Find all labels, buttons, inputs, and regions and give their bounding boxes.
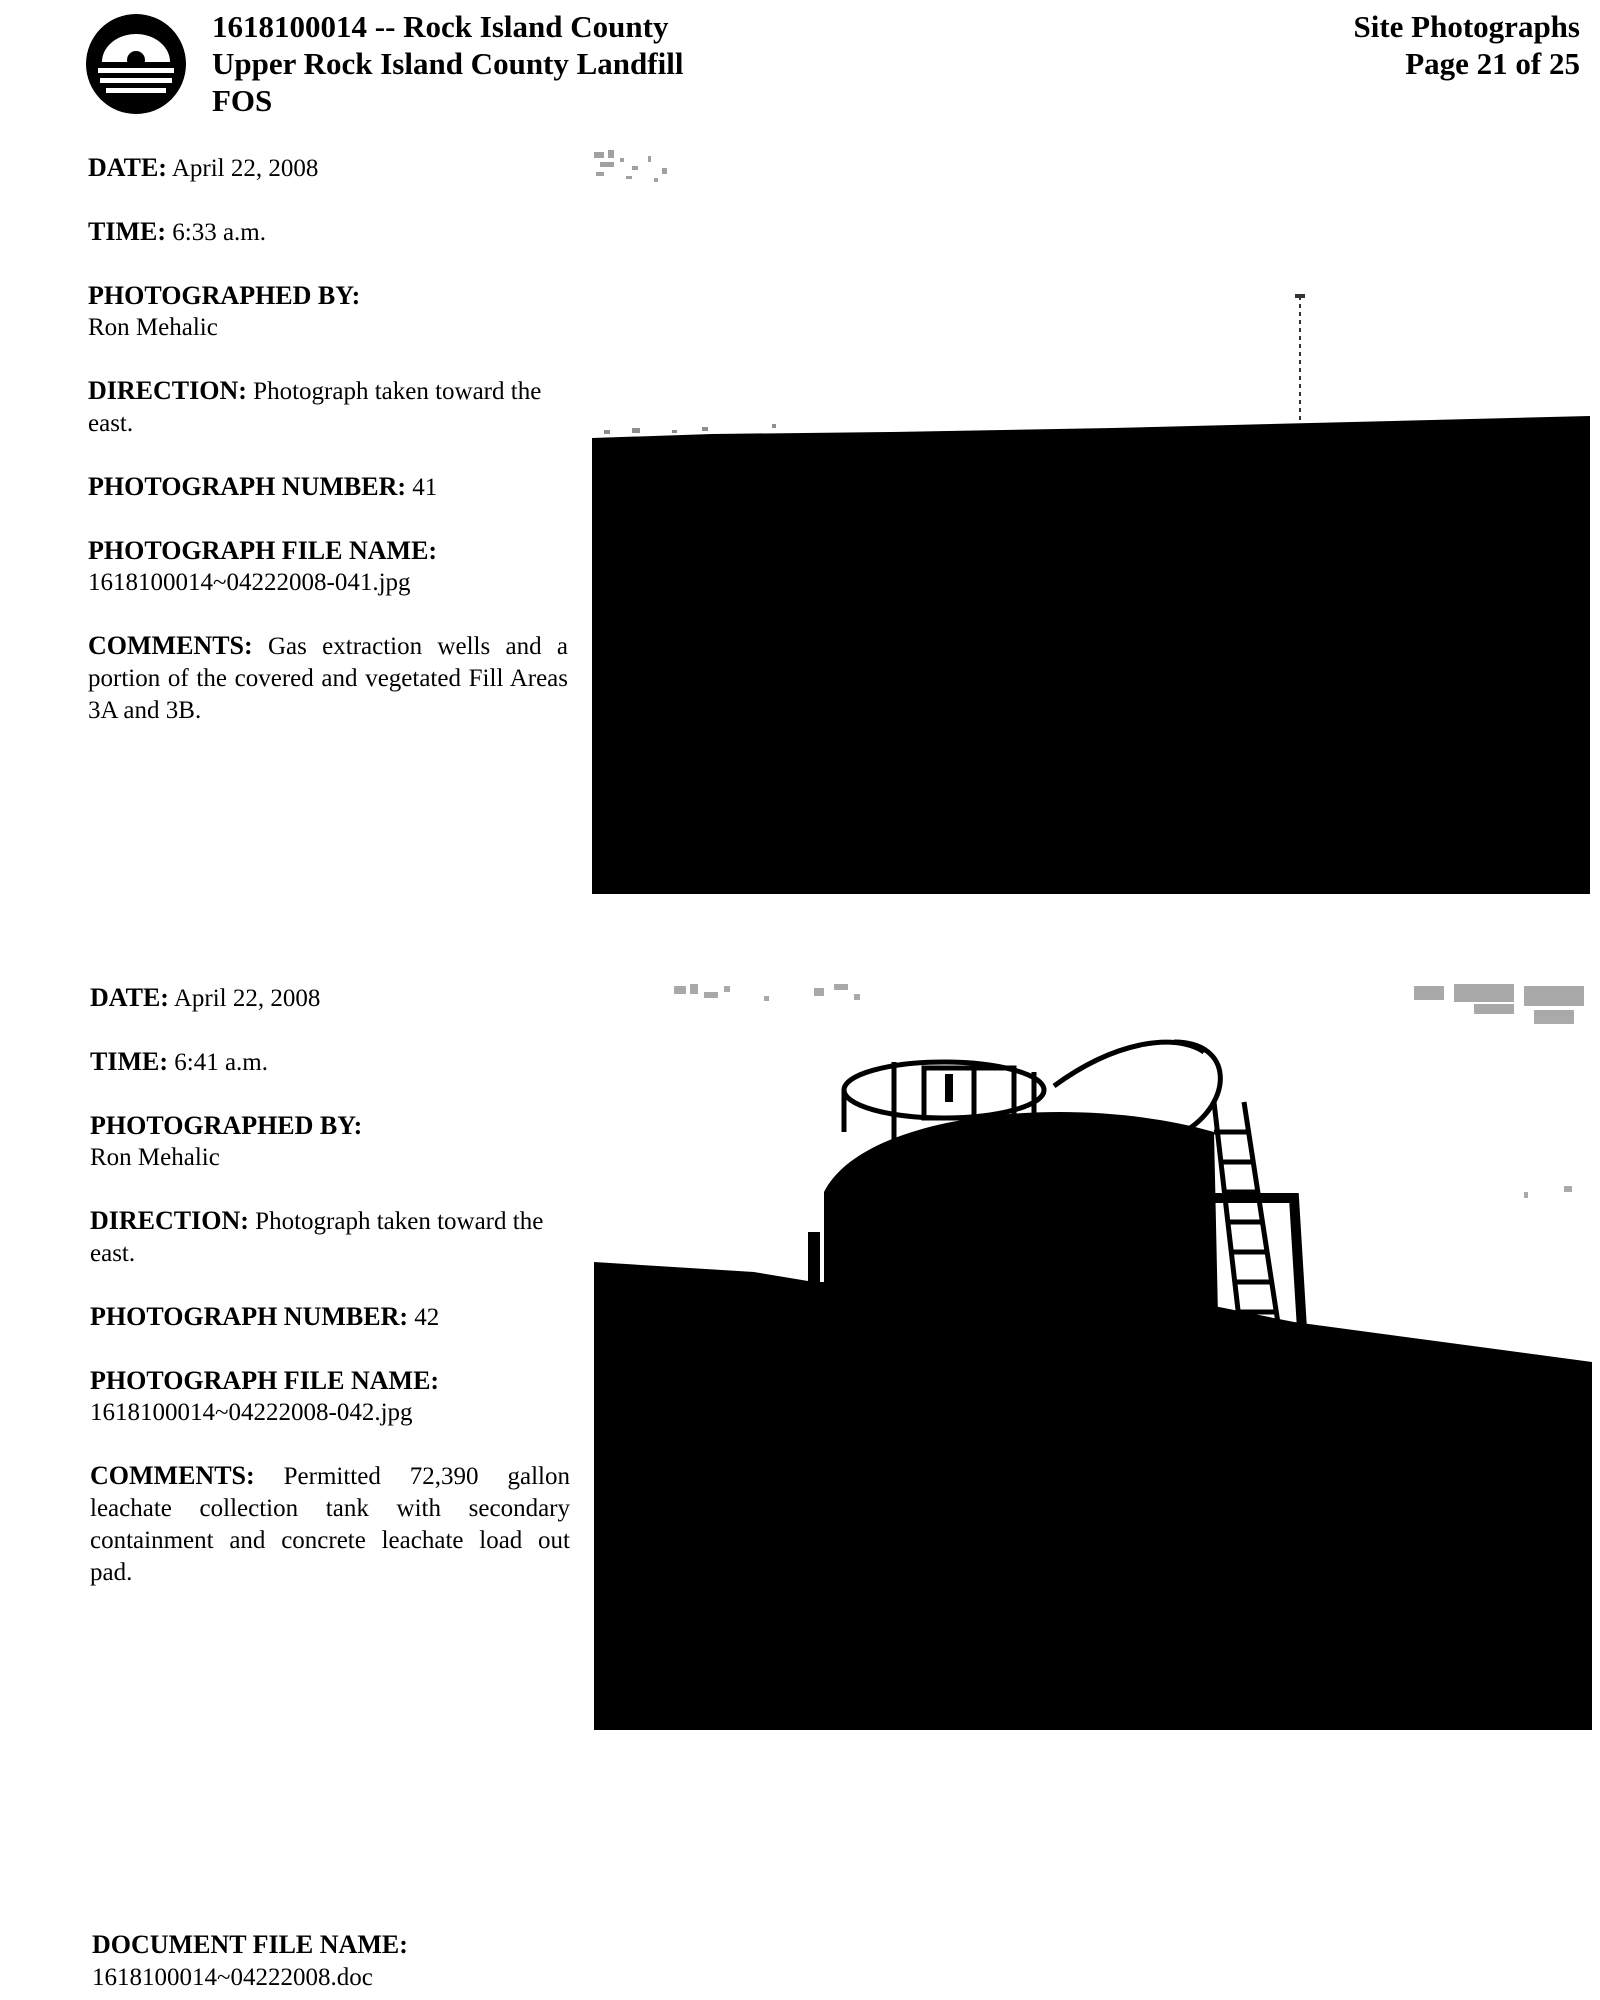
direction-value: Photograph taken toward the east.: [88, 378, 542, 437]
document-file-name-value: 1618100014~04222008.doc: [92, 1964, 373, 1991]
photographer-label: PHOTOGRAPHED BY:: [90, 1111, 363, 1140]
photo-entry-41: [88, 152, 568, 758]
time-field: [88, 216, 568, 249]
date-value: April 22, 2008: [173, 985, 321, 1012]
date-field: [88, 152, 568, 185]
comments-value: Gas extraction wells and a portion of the covered and vegetated Fill Areas 3A and 3B.: [88, 633, 569, 724]
comments-label: COMMENTS:: [88, 631, 253, 660]
document-file-name-label: DOCUMENT FILE NAME:: [92, 1930, 408, 1959]
direction-value: Photograph taken toward the east.: [90, 1208, 544, 1267]
document-file-name: [92, 1928, 408, 1994]
time-field: [90, 1046, 570, 1079]
photographer-value: Ron Mehalic: [90, 1144, 220, 1171]
direction-label: DIRECTION:: [88, 376, 247, 405]
photo-number-value: 41: [412, 474, 438, 501]
file-name-value: 1618100014~04222008-042.jpg: [90, 1399, 413, 1426]
photo-number-label: PHOTOGRAPH NUMBER:: [88, 472, 407, 501]
photo-number-field: [90, 1301, 570, 1334]
page-header-right: [1354, 8, 1581, 82]
time-label: TIME:: [88, 217, 166, 246]
comments-field: [88, 630, 568, 727]
page-number: Page 21 of 25: [1405, 46, 1580, 81]
direction-field: [90, 1205, 570, 1270]
photo-entry-42: [90, 982, 570, 1620]
direction-field: [88, 375, 568, 440]
agency-seal-icon: [84, 12, 188, 116]
comments-field: [90, 1460, 570, 1589]
date-label: DATE:: [88, 153, 167, 182]
photo-number-value: 42: [414, 1304, 440, 1331]
photo-number-label: PHOTOGRAPH NUMBER:: [90, 1302, 409, 1331]
photographer-label: PHOTOGRAPHED BY:: [88, 281, 361, 310]
time-label: TIME:: [90, 1047, 168, 1076]
photographer-field: [90, 1110, 570, 1174]
comments-value: Permitted 72,390 gallon leachate collection tank with secondary containment and concrete leachate load out pad.: [90, 1463, 570, 1586]
file-name-field: [88, 535, 568, 599]
section-title: Site Photographs: [1353, 9, 1580, 44]
facility-id-title: 1618100014 -- Rock Island County: [212, 9, 669, 44]
photo-number-field: [88, 471, 568, 504]
date-field: [90, 982, 570, 1015]
date-value: April 22, 2008: [171, 155, 319, 182]
direction-label: DIRECTION:: [90, 1206, 249, 1235]
file-name-field: [90, 1365, 570, 1429]
site-photo-41: [592, 148, 1590, 894]
file-name-value: 1618100014~04222008-041.jpg: [88, 569, 411, 596]
time-value: 6:41 a.m.: [174, 1049, 268, 1076]
facility-name: Upper Rock Island County Landfill: [212, 46, 684, 81]
time-value: 6:33 a.m.: [172, 219, 266, 246]
date-label: DATE:: [90, 983, 169, 1012]
file-name-label: PHOTOGRAPH FILE NAME:: [88, 536, 438, 565]
photographer-value: Ron Mehalic: [88, 314, 218, 341]
photographer-field: [88, 280, 568, 344]
file-name-label: PHOTOGRAPH FILE NAME:: [90, 1366, 440, 1395]
document-header: [212, 8, 683, 119]
facility-type: FOS: [212, 83, 273, 118]
comments-label: COMMENTS:: [90, 1461, 255, 1490]
site-photo-42: [594, 982, 1592, 1730]
